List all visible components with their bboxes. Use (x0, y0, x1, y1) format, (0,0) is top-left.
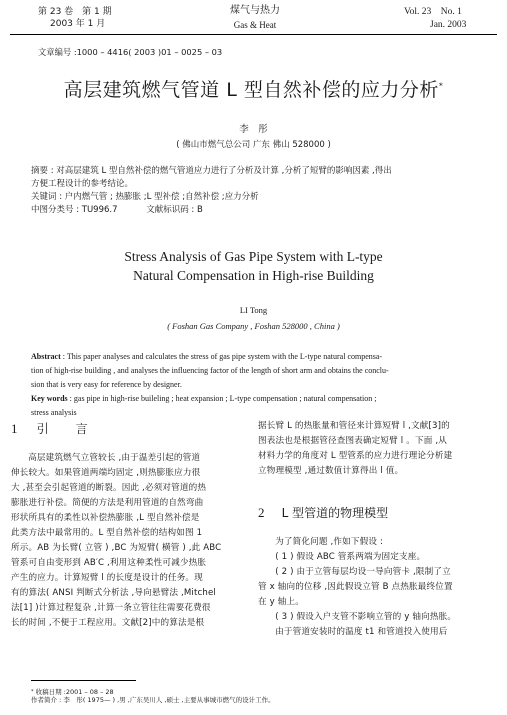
body-line: 在 y 轴上。 (258, 597, 304, 607)
journal-volume-issue: 第 23 卷 第 1 期 (38, 7, 112, 17)
journal-name-cn: 煤气与热力 (230, 5, 280, 16)
body-line: 立物理模型 ,通过数值计算得出 l 值。 (258, 466, 404, 476)
affiliation-cn: ( 佛山市燃气总公司 广东 佛山 528000 ) (176, 140, 331, 150)
footnote (31, 688, 275, 704)
body-line: 有的算法( ANSI 判断式分析法 ,导向悬臂法 ,Mitchel (11, 588, 216, 598)
author-bio: 作者简介 : 李 彤( 1975— ) ,男 ,广东吴川人 ,硕士 ,主要从事城市燃气的设计工作。 (31, 696, 275, 704)
journal-date-en: Jan. 2003 (430, 20, 467, 30)
section-number: 2 (258, 505, 265, 520)
body-line: 据长臂 L 的热胀量和管径来计算短臂 l ,文献[3]的 (258, 421, 450, 431)
section-number: 1 (11, 421, 18, 436)
footnote-rule (31, 680, 136, 681)
keywords-label: Key words (31, 394, 68, 403)
abstract-label: Abstract (31, 352, 61, 361)
section-1-body (11, 451, 243, 631)
author-cn: 李 彤 (239, 124, 268, 135)
keywords-en-text: stress analysis (31, 408, 77, 417)
title-en-line: Stress Analysis of Gas Pipe System with L-type (124, 249, 383, 264)
abstract-en-text: sion that is very easy for reference by designer. (31, 380, 182, 389)
section-title: 引 言 (36, 422, 89, 436)
section-title: L 型管道的物理模型 (281, 506, 389, 520)
section-2-body (258, 535, 496, 640)
affiliation-en: ( Foshan Gas Company , Foshan 528000 , China ) (167, 321, 340, 331)
header-rule (10, 34, 497, 35)
right-column-body (258, 419, 496, 479)
body-line: 膨胀进行补偿。简便的方法是利用管道的自然弯曲 (11, 498, 204, 508)
body-line: 图表法也是根据管径查图表确定短臂 l 。下面 ,从 (258, 436, 447, 446)
body-line: ( 2 ) 由于立管每层均设一导向管卡 ,限制了立 (275, 567, 451, 577)
body-line: 法[1] )计算过程复杂 ,计算一条立管往往需要花费很 (11, 603, 211, 613)
keywords-cn: 关键词 : 户内燃气管 ; 热膨胀 ;L 型补偿 ;自然补偿 ;应力分析 (31, 192, 259, 202)
journal-date: 2003 年 1 月 (50, 19, 106, 29)
body-line: 形状所具有的柔性以补偿热膨胀 ,L 型自然补偿是 (11, 513, 200, 523)
body-line: 管系可自由变形到 AB′C ,利用这种柔性可减少热胀 (11, 558, 207, 568)
keywords-en-text: : gas pipe in high-rise buileling ; heat expansion ; L-type compensation ; natural compensation ; (67, 394, 377, 403)
title-footnote-mark: * (438, 81, 444, 91)
body-line: 为了简化问题 ,作如下假设 : (275, 537, 384, 547)
abstract-cn (31, 165, 481, 217)
author-en: LI Tong (239, 305, 268, 315)
clc-number: 中图分类号 : TU996.7 (31, 205, 118, 215)
abstract-en-text: : This paper analyses and calculates the stress of gas pipe system with the L-type natural compensa- (60, 352, 383, 361)
section-2-heading (258, 502, 388, 521)
footnote-mark: * (31, 689, 34, 695)
body-line: 产生的应力。计算短臂 l 的长度是设计的任务。现 (11, 573, 203, 583)
body-line: 大 ,甚至会引起管道的断裂。因此 ,必须对管道的热 (11, 483, 207, 493)
abstract-cn-line: 摘要 : 对高层建筑 L 型自然补偿的燃气管道应力进行了分析及计算 ,分析了短臂的影响因素 ,得出 (31, 166, 392, 176)
abstract-cn-line: 方便工程设计的参考结论。 (31, 179, 134, 189)
body-line: 管 x 轴向的位移 ,因此假设立管 B 点热胀最终位置 (258, 582, 453, 592)
body-line: 伸长较大。如果管道两端均固定 ,则热膨胀应力很 (11, 468, 201, 478)
classification-row (31, 204, 481, 217)
body-line: ( 3 ) 假设入户支管不影响立管的 y 轴向热胀。 (275, 612, 457, 622)
abstract-en-text: tion of high-rise building , and analyses the influencing factor of the length of short arm and obtains the conclu- (31, 366, 389, 375)
document-code: 文献标识码 : B (146, 205, 203, 215)
body-line: 高层建筑燃气立管较长 ,由于温差引起的管道 (28, 453, 201, 463)
body-line: 材料力学的角度对 L 型管系的应力进行理论分析建 (258, 451, 453, 461)
body-line: 此类方法中最常用的。L 型自然补偿的结构如图 1 (11, 528, 203, 538)
title-en-line: Natural Compensation in High-rise Building (133, 268, 374, 283)
body-line: 由于管道安装时的温度 t1 和管道投入使用后 (275, 627, 448, 637)
body-line: ( 1 ) 假设 ABC 管系两端为固定支座。 (275, 552, 426, 562)
journal-name-en: Gas & Heat (233, 20, 277, 30)
page-title (20, 75, 487, 102)
body-line: 长的时间 ,不便于工程应用。文献[2]中的算法是根 (11, 618, 205, 628)
section-1-heading (11, 418, 89, 437)
received-date: 收稿日期 :2001 – 08 – 28 (35, 688, 114, 696)
abstract-en (31, 350, 481, 420)
title-en (0, 247, 507, 285)
body-line: 所示。AB 为长臂( 立管 ) ,BC 为短臂( 横管 ) ,此 ABC (11, 543, 222, 553)
title-text: 高层建筑燃气管道 L 型自然补偿的应力分析 (63, 79, 439, 101)
article-number: 文章编号 :1000 – 4416( 2003 )01 – 0025 – 03 (38, 47, 223, 57)
journal-volume-en: Vol. 23 No. 1 (404, 7, 462, 17)
